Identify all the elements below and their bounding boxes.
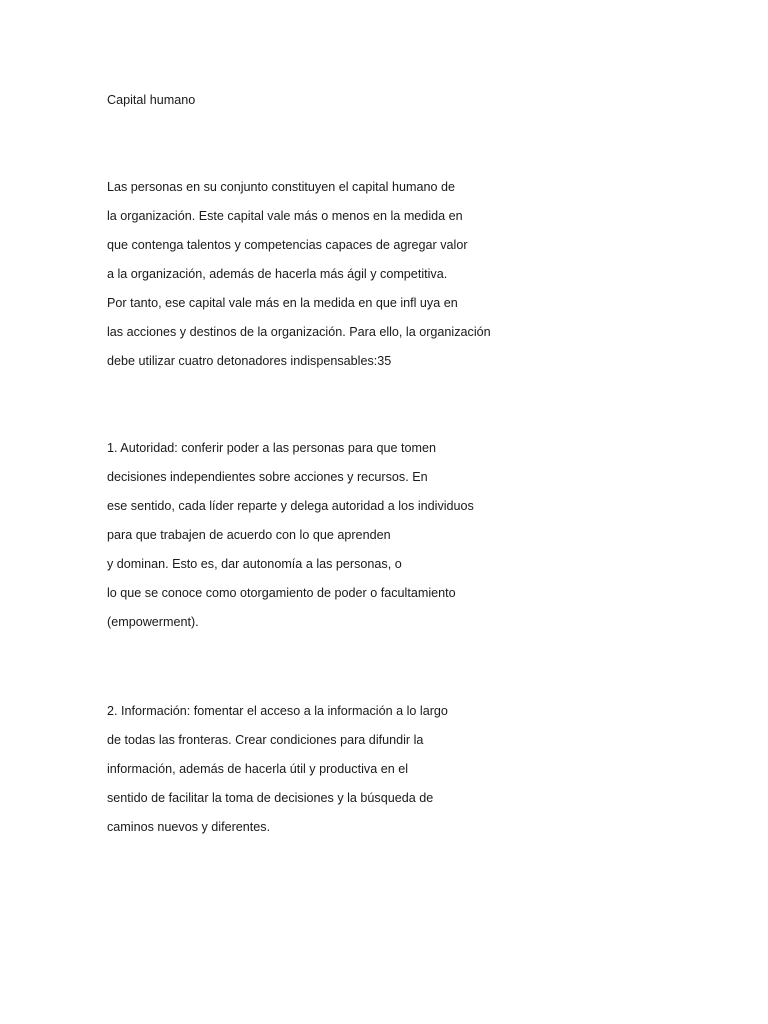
paragraph-line: decisiones independientes sobre acciones y recursos. En <box>107 470 428 484</box>
paragraph-line: ese sentido, cada líder reparte y delega autoridad a los individuos <box>107 499 474 513</box>
paragraph-line: para que trabajen de acuerdo con lo que aprenden <box>107 528 391 542</box>
document-title: Capital humano <box>107 93 196 107</box>
paragraph-line: 1. Autoridad: conferir poder a las personas para que tomen <box>107 441 437 455</box>
paragraph-line: las acciones y destinos de la organización. Para ello, la organización <box>107 325 491 339</box>
paragraph-line: de todas las fronteras. Crear condiciones para difundir la <box>107 733 424 747</box>
paragraph-line: información, además de hacerla útil y productiva en el <box>107 762 409 776</box>
paragraph-line: sentido de facilitar la toma de decisiones y la búsqueda de <box>107 791 434 805</box>
paragraph-line: que contenga talentos y competencias capaces de agregar valor <box>107 238 468 252</box>
paragraph-line: Las personas en su conjunto constituyen el capital humano de <box>107 180 455 194</box>
paragraph-line: debe utilizar cuatro detonadores indispensables:35 <box>107 354 392 368</box>
paragraph-line: 2. Información: fomentar el acceso a la información a lo largo <box>107 704 448 718</box>
paragraph-line: Por tanto, ese capital vale más en la medida en que infl uya en <box>107 296 458 310</box>
paragraph-line: la organización. Este capital vale más o menos en la medida en <box>107 209 463 223</box>
paragraph-line: a la organización, además de hacerla más ágil y competitiva. <box>107 267 448 281</box>
paragraph-line: lo que se conoce como otorgamiento de poder o facultamiento <box>107 586 456 600</box>
paragraph-line: caminos nuevos y diferentes. <box>107 820 271 834</box>
paragraph-line: (empowerment). <box>107 615 199 629</box>
paragraph-line: y dominan. Esto es, dar autonomía a las personas, o <box>107 557 402 571</box>
